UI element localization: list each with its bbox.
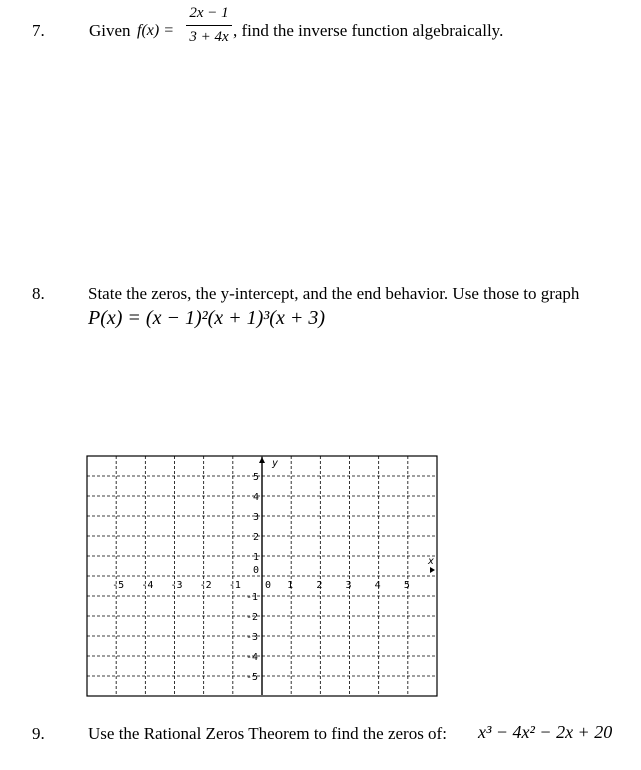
y-tick-label: 5 xyxy=(253,472,260,483)
x-tick-label: -1 xyxy=(228,580,241,591)
y-tick-label: 4 xyxy=(253,492,260,503)
x-tick-label: -5 xyxy=(112,580,125,591)
y-tick-label: -4 xyxy=(246,652,259,663)
x-tick-label: 0 xyxy=(265,580,272,591)
x-tick-label: -3 xyxy=(170,580,183,591)
fraction-denominator: 3 + 4x xyxy=(189,29,229,45)
problem-9-equation: x³ − 4x² − 2x + 20 xyxy=(478,722,613,742)
x-tick-label: 4 xyxy=(374,580,381,591)
y-tick-label: 3 xyxy=(253,512,260,523)
y-tick-label: 0 xyxy=(253,565,260,576)
fraction-numerator: 2x − 1 xyxy=(189,5,229,21)
y-tick-label: 2 xyxy=(253,532,260,543)
x-tick-label: 5 xyxy=(403,580,410,591)
problem-7-number: 7. xyxy=(32,21,45,40)
problem-8-number: 8. xyxy=(32,284,45,303)
problem-8-instruction: State the zeros, the y-intercept, and the end behavior. Use those to graph xyxy=(88,284,580,303)
x-tick-label: -2 xyxy=(199,580,212,591)
problem-7-instruction: , find the inverse function algebraically. xyxy=(233,21,504,40)
x-axis-label: x xyxy=(428,556,435,567)
problem-7-function-name: f(x) = xyxy=(137,22,174,39)
problem-9-instruction: Use the Rational Zeros Theorem to find the zeros of: xyxy=(88,724,447,743)
x-tick-label: 3 xyxy=(345,580,352,591)
y-tick-label: 1 xyxy=(253,552,260,563)
y-tick-label: -2 xyxy=(246,612,259,623)
x-tick-label: -4 xyxy=(141,580,154,591)
fraction-bar xyxy=(186,25,232,26)
y-tick-label: -5 xyxy=(246,672,259,683)
problem-7-prefix: Given xyxy=(89,21,131,40)
x-tick-label: 2 xyxy=(316,580,323,591)
problem-9-number: 9. xyxy=(32,724,45,743)
coordinate-grid xyxy=(86,455,438,697)
problem-8-equation: P(x) = (x − 1)²(x + 1)³(x + 3) xyxy=(88,307,325,329)
y-tick-label: -3 xyxy=(246,632,259,643)
x-tick-label: 1 xyxy=(287,580,294,591)
y-tick-label: -1 xyxy=(246,592,259,603)
y-axis-label: y xyxy=(272,458,279,469)
